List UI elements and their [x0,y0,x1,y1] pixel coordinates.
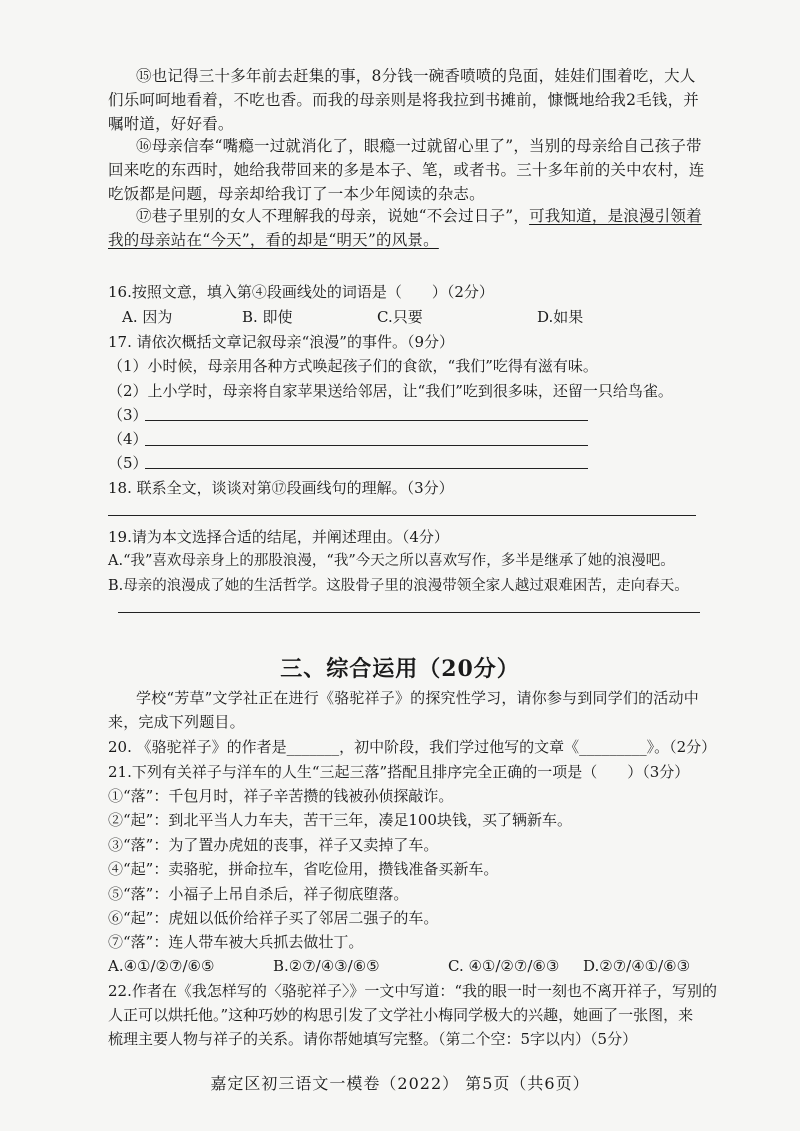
paragraph-15-text: ⑮也记得三十多年前去赶集的事，8分钱一碗香喷喷的凫面，娃娃们围着吃，大人们乐呵呵地看着，不吃也香。而我的母亲则是将我拉到书摊前，慷慨地给我2毛钱，并嘱咐道，好好看。 [108,67,699,133]
question-16: 16.按照文意，填入第④段画线处的词语是（ ）（2分） [108,283,494,301]
passage-paragraph-16 [108,134,708,206]
q21-option-a: A.④①/②⑦/⑥⑤ [108,957,215,975]
question-16-options [122,306,583,328]
question-21-options [108,955,690,977]
paragraph-17-text: ⑰巷子里别的女人不理解我的母亲，说她“不会过日子”， [136,207,530,225]
q16-option-c: C.只要 [377,308,423,326]
section-3-title: 三、综合运用（20分） [280,656,520,682]
paragraph-17-underlined-sentence: 可我知道，是浪漫引领着我的母亲站在“今天”，看的却是“明天”的风景。 [108,207,702,249]
q21-item-5: ⑤“落”：小福子上吊自杀后，祥子彻底堕落。 [108,885,409,903]
q21-option-d: D.②⑦/④①/⑥③ [583,957,691,975]
q21-item-1: ①“落”：千包月时，祥子辛苦攒的钱被孙侦探敲诈。 [108,787,454,805]
q21-item-3: ③“落”：为了置办虎妞的丧事，祥子又卖掉了车。 [108,836,439,854]
question-17-item-2: （2）上小学时，母亲将自家苹果送给邻居，让“我们”吃到很多味，还留一只给鸟雀。 [108,382,673,400]
page-footer: 嘉定区初三语文一模卷（2022） 第5页（共6页） [210,1074,590,1093]
answer-line-17-5[interactable] [145,468,588,469]
question-19: 19.请为本文选择合适的结尾，并阐述理由。（4分） [108,528,449,546]
q21-item-6: ⑥“起”：虎妞以低价给祥子买了邻居二强子的车。 [108,909,439,927]
q16-option-d: D.如果 [537,308,584,326]
question-17: 17. 请依次概括文章记叙母亲“浪漫”的事件。（9分） [108,333,455,351]
question-17-item-5: （5） [108,454,148,472]
answer-line-17-3[interactable] [145,420,588,421]
question-17-item-4: （4） [108,430,148,448]
question-21: 21.下列有关祥子与洋车的人生“三起三落”搭配且排序完全正确的一项是（ ）（3分） [108,763,690,781]
q16-option-a: A. 因为 [122,308,173,326]
q21-item-4: ④“起”：卖骆驼，拼命拉车，省吃俭用，攒钱准备买新车。 [108,860,499,878]
q16-option-b: B. 即使 [242,308,293,326]
question-22-line-1: 22.作者在《我怎样写的〈骆驼祥子〉》一文中写道：“我的眼一时一刻也不离开祥子，写别的 [108,982,718,1000]
passage-paragraph-15 [108,64,708,136]
question-19-option-a: A.“我”喜欢母亲身上的那股浪漫，“我”今天之所以喜欢写作，多半是继承了她的浪漫吧。 [108,553,675,569]
question-17-item-3: （3） [108,406,148,424]
answer-line-19[interactable] [118,612,700,613]
q21-item-2: ②“起”：到北平当人力车夫，苦干三年，凑足100块钱，买了辆新车。 [108,811,572,829]
q21-item-7: ⑦“落”：连人带车被大兵抓去做壮丁。 [108,933,364,951]
answer-line-17-4[interactable] [145,445,588,446]
question-20: 20. 《骆驼祥子》的作者是_______，初中阶段，我们学过他写的文章《_________》。（2分） [108,738,717,756]
question-22-line-2: 人正可以烘托他。”这种巧妙的构思引发了文学社小梅同学极大的兴趣，她画了一张图，来 [108,1006,694,1024]
question-22-line-3: 梳理主要人物与祥子的关系。请你帮她填写完整。（第二个空：5字以内）（5分） [108,1030,638,1048]
section-3-intro [108,686,704,734]
q21-option-b: B.②⑦/④③/⑥⑤ [273,957,380,975]
section-3-intro-text: 学校“芳草”文学社正在进行《骆驼祥子》的探究性学习，请你参与到同学们的活动中来，完成下列题目。 [108,689,699,731]
answer-line-18[interactable] [108,515,696,516]
paragraph-16-text: ⑯母亲信奉“嘴瘾一过就消化了，眼瘾一过就留心里了”，当别的母亲给自己孩子带回来吃的东西时，她给我带回来的多是本子、笔，或者书。三十多年前的关中农村，连吃饭都是问题，母亲却给我订了一本少年阅读的杂志。 [108,137,705,203]
passage-paragraph-17 [108,204,708,252]
question-17-item-1: （1）小时候，母亲用各种方式唤起孩子们的食欲，“我们”吃得有滋有味。 [108,357,598,375]
question-18: 18. 联系全文，谈谈对第⑰段画线句的理解。（3分） [108,479,454,497]
question-19-option-b: B.母亲的浪漫成了她的生活哲学。这股骨子里的浪漫带领全家人越过艰难困苦，走向春天。 [108,578,689,594]
q21-option-c: C. ④①/②⑦/⑥③ [448,957,560,975]
